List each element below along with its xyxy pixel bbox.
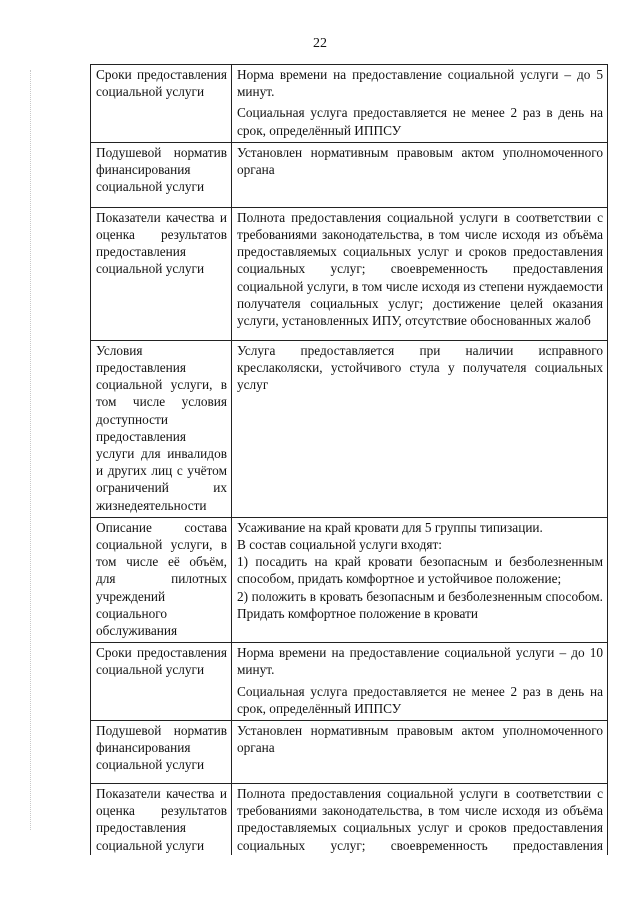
content-paragraph: Установлен нормативным правовым актом уполномоченного органа <box>237 144 603 178</box>
row-label: Подушевой норматив финансирования социальной услуги <box>91 721 232 784</box>
content-paragraph: 2) положить в кровать безопасным и безболезненным способом. Придать комфортное положение в кровати <box>237 588 603 621</box>
margin-binding-marks <box>30 70 32 830</box>
row-label: Условия предоставления социальной услуги, в том числе условия доступности предоставления услуги для инвалидов и других лиц с учётом ограничений их жизнедеятельности <box>91 340 232 517</box>
row-label: Сроки предоставления социальной услуги <box>91 643 232 721</box>
row-content <box>232 643 608 721</box>
table-row <box>91 207 608 340</box>
content-paragraph: Полнота предоставления социальной услуги в соответствии с требованиями законодательства, в том числе исходя из объёма предоставляемых социальных услуг и сроков предоставления социальных услуг; своевременность предоставления социальной услуги, в том числе исходя из степени нуждаемости получателя социальных услуг; достижение целей оказания услуги, установленных ИПУ, отсутствие обоснованных жалоб <box>237 209 603 329</box>
content-paragraph: Установлен нормативным правовым актом уполномоченного органа <box>237 723 603 756</box>
content-paragraph: Норма времени на предоставление социальной услуги – до 10 минут. <box>237 645 603 678</box>
table-row <box>91 721 608 784</box>
content-paragraph: Социальная услуга предоставляется не менее 2 раз в день на срок, определённый ИППСУ <box>237 105 603 138</box>
row-content <box>232 340 608 517</box>
table-row <box>91 340 608 517</box>
table-row <box>91 142 608 207</box>
content-paragraph: Услуга предоставляется при наличии исправного креслаколяски, устойчивого стула у получателя социальных услуг <box>237 342 603 393</box>
page-bottom-margin <box>0 855 640 905</box>
table-row <box>91 65 608 143</box>
content-paragraph: 1) посадить на край кровати безопасным и безболезненным способом, придать комфортное и устойчивое положение; <box>237 554 603 587</box>
content-paragraph: Усаживание на край кровати для 5 группы типизации. <box>237 519 543 535</box>
row-content <box>232 207 608 340</box>
row-label: Подушевой норматив финансирования социальной услуги <box>91 142 232 207</box>
row-label: Показатели качества и оценка результатов предоставления социальной услуги <box>91 207 232 340</box>
row-content <box>232 721 608 784</box>
page-number: 22 <box>313 36 327 51</box>
row-content <box>232 517 608 642</box>
row-content <box>232 65 608 143</box>
table-row <box>91 517 608 642</box>
content-paragraph: Социальная услуга предоставляется не менее 2 раз в день на срок, определённый ИППСУ <box>237 683 603 716</box>
row-label: Сроки предоставления социальной услуги <box>91 65 232 143</box>
content-paragraph: Норма времени на предоставление социальной услуги – до 5 минут. <box>237 67 603 100</box>
row-label: Показатели качества и оценка результатов предоставления социальной услуги <box>91 784 232 875</box>
row-content <box>232 142 608 207</box>
table-row <box>91 643 608 721</box>
content-paragraph: В состав социальной услуги входят: <box>237 537 442 553</box>
row-label: Описание состава социальной услуги, в том числе её объём, для пилотных учреждений социального обслуживания <box>91 517 232 642</box>
content-paragraph: Полнота предоставления социальной услуги в соответствии с требованиями законодательства, в том числе исходя из объёма предоставляемых социальных услуг и сроков предоставления социальных услуг; своевременность предоставления <box>237 786 603 853</box>
service-standards-table <box>90 64 608 875</box>
